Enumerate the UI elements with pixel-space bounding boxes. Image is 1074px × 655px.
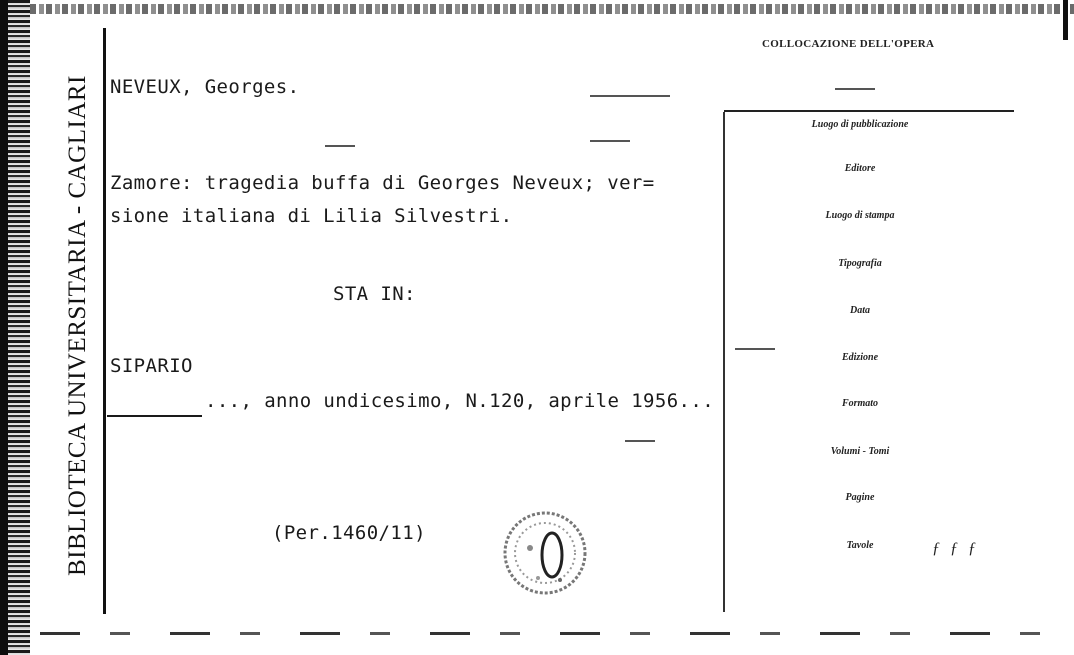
- speck: [325, 145, 355, 147]
- panel-header: COLLOCAZIONE DELL'OPERA: [762, 38, 935, 50]
- speck: [590, 140, 630, 142]
- speck: [735, 348, 775, 350]
- scanned-edge: [0, 0, 30, 655]
- pencil-annotation: ƒ ƒ ƒ: [932, 540, 979, 557]
- field-printer: Tipografia: [838, 258, 882, 269]
- field-publisher: Editore: [844, 163, 876, 174]
- speck: [625, 440, 655, 442]
- title-line-1: Zamore: tragedia buffa di Georges Neveux; ver=: [110, 172, 655, 194]
- top-border: [30, 4, 1074, 14]
- field-volumes: Volumi - Tomi: [830, 446, 890, 457]
- contained-in-label: STA IN:: [333, 283, 416, 305]
- library-stamp: [500, 508, 590, 598]
- margin-rule: [103, 28, 106, 614]
- field-format: Formato: [841, 398, 879, 409]
- author-heading: NEVEUX, Georges.: [110, 76, 300, 98]
- title-line-2: sione italiana di Lilia Silvestri.: [110, 205, 513, 227]
- library-label: BIBLIOTECA UNIVERSITARIA - CAGLIARI: [64, 75, 91, 576]
- field-edition: Edizione: [841, 352, 879, 363]
- panel-top-rule: [724, 110, 1014, 112]
- periodical-details: ..., anno undicesimo, N.120, aprile 1956...: [205, 390, 715, 412]
- field-place-of-printing: Luogo di stampa: [825, 210, 895, 221]
- blank-underline: [107, 415, 202, 417]
- field-date: Data: [850, 305, 870, 316]
- shelfmark: (Per.1460/11): [272, 522, 426, 544]
- speck: [590, 95, 670, 97]
- field-pages: Pagine: [845, 492, 875, 503]
- bottom-border: [40, 632, 1070, 635]
- periodical-name: SIPARIO: [110, 355, 193, 377]
- field-place-of-publication: Luogo di pubblicazione: [811, 119, 909, 130]
- panel-left-rule: [723, 112, 725, 612]
- speck: [835, 88, 875, 90]
- corner-mark: [1063, 0, 1068, 40]
- field-plates: Tavole: [846, 540, 874, 551]
